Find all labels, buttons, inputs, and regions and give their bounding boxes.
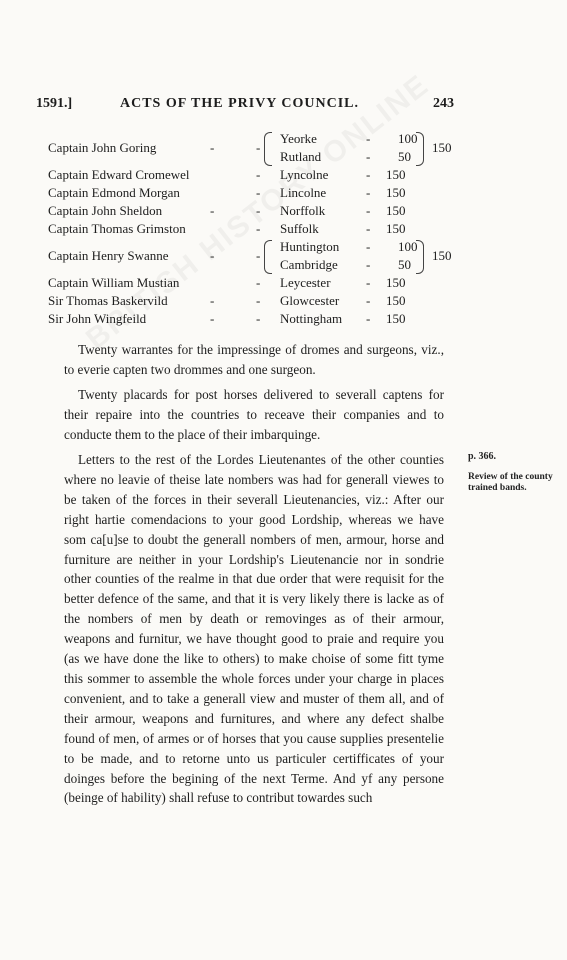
county-entry: [278, 256, 418, 274]
leader-dash: -: [256, 248, 261, 263]
leader-dash: -: [256, 311, 261, 326]
captain-name: Captain John Goring: [48, 140, 157, 155]
county-name: Lyncolne: [280, 167, 329, 182]
county-count: 150: [386, 311, 406, 326]
leader-dash: -: [366, 167, 371, 182]
leader-dash: -: [366, 185, 371, 200]
county-entry: [278, 238, 418, 256]
table-row: [48, 238, 468, 274]
right-brace: [416, 240, 424, 274]
leader-dash: -: [366, 239, 371, 254]
leader-dash: -: [210, 311, 215, 326]
table-row: [48, 130, 468, 166]
county-count: 50: [398, 149, 411, 164]
county-name: Huntington: [280, 239, 340, 254]
table-row: [48, 292, 468, 310]
running-header: [36, 96, 454, 116]
county-name: Rutland: [280, 149, 322, 164]
leader-dash: -: [256, 140, 261, 155]
county-name: Nottingham: [280, 311, 343, 326]
county-name: Suffolk: [280, 221, 319, 236]
total-count: 150: [432, 248, 452, 263]
leader-dash: -: [366, 275, 371, 290]
total-count: 150: [432, 140, 452, 155]
table-row: [48, 184, 468, 202]
table-row: [48, 166, 468, 184]
leader-dash: -: [256, 293, 261, 308]
county-name: Cambridge: [280, 257, 338, 272]
leader-dash: -: [256, 185, 261, 200]
leader-dash: -: [366, 293, 371, 308]
left-brace: [264, 240, 272, 274]
table-row: [48, 310, 468, 328]
county-name: Leycester: [280, 275, 331, 290]
table-row: [48, 202, 468, 220]
captains-table: [48, 130, 468, 328]
left-brace: [264, 132, 272, 166]
captain-name: Captain Thomas Grimston: [48, 221, 186, 236]
captain-name: Captain Edward Cromewel: [48, 167, 190, 182]
county-count: 100: [398, 239, 418, 254]
county-count: 150: [386, 203, 406, 218]
county-entry: [278, 130, 418, 148]
county-count: 150: [386, 185, 406, 200]
captain-name: Captain John Sheldon: [48, 203, 163, 218]
leader-dash: -: [366, 221, 371, 236]
county-name: Yeorke: [280, 131, 317, 146]
header-title: ACTS OF THE PRIVY COUNCIL.: [120, 96, 360, 111]
leader-dash: -: [366, 203, 371, 218]
table-row: [48, 274, 468, 292]
paragraph-warrants: Twenty warrantes for the impressinge of dromes and surgeons, viz., to everie capten two drommes and one surgeon.: [64, 342, 444, 377]
leader-dash: -: [210, 293, 215, 308]
captain-name: Sir John Wingfeild: [48, 311, 147, 326]
captain-name: Captain Henry Swanne: [48, 248, 169, 263]
leader-dash: -: [366, 257, 371, 272]
paragraph-placards: Twenty placards for post horses delivered to severall captens for their repaire into the countries to receave their companies and to conducte them to the place of their imbarquinge.: [64, 387, 444, 442]
leader-dash: -: [210, 203, 215, 218]
county-count: 150: [386, 293, 406, 308]
leader-dash: -: [256, 275, 261, 290]
page-number: 243: [433, 96, 454, 111]
leader-dash: -: [210, 140, 215, 155]
captain-name: Captain Edmond Morgan: [48, 185, 180, 200]
leader-dash: -: [256, 203, 261, 218]
leader-dash: -: [256, 221, 261, 236]
county-name: Glowcester: [280, 293, 340, 308]
county-count: 150: [386, 275, 406, 290]
captain-name: Sir Thomas Baskervild: [48, 293, 168, 308]
right-brace: [416, 132, 424, 166]
paragraph-letters: Letters to the rest of the Lordes Lieutenantes of the other counties where no leavie of theise late nombers was had for generall viewes to be taken of the forces in their severall Lieutenancies, viz.: After our right hartie comendacions to your good Lordship, whereas we have som ca[u]se to doubt the generall nombers of men, armour, horse and furniture are neither in your Lordship's Lieutenancie nor in sondrie other counties of the realme in that due order that were requisit for the better defence of the same, and that it is very likely there is lacke as of the nombers of men by death or removinges as of their armour, weapons and furnitur, we have thought good to praie and require you (as we have done the like to others) to make choise of some fitt tyme this sommer to assemble the whole forces under your charge in places convenient, and to take a generall view and muster of them all, and of their armour, weapons and furnitures, and where any defect shalbe found of men, of armes or of horses that you cause supplies presentelie to be made, and to retorne unto us particuler certifficates of your doinges before the begining of the next Terme. And yf any persone (beinge of hability) shall refuse to contribut towardes such: [64, 452, 444, 806]
county-name: Lincolne: [280, 185, 327, 200]
county-count: 150: [386, 167, 406, 182]
county-entry: [278, 148, 418, 166]
leader-dash: -: [366, 131, 371, 146]
county-count: 50: [398, 257, 411, 272]
county-count: 150: [386, 221, 406, 236]
leader-dash: -: [366, 311, 371, 326]
leader-dash: -: [210, 248, 215, 263]
county-count: 100: [398, 131, 418, 146]
leader-dash: -: [366, 149, 371, 164]
leader-dash: -: [256, 167, 261, 182]
margin-note: Review of the county trained bands.: [468, 472, 553, 493]
margin-page-reference: p. 366.: [468, 451, 497, 462]
captain-name: Captain William Mustian: [48, 275, 180, 290]
table-row: [48, 220, 468, 238]
header-year: 1591.]: [36, 96, 73, 111]
county-name: Norffolk: [280, 203, 326, 218]
